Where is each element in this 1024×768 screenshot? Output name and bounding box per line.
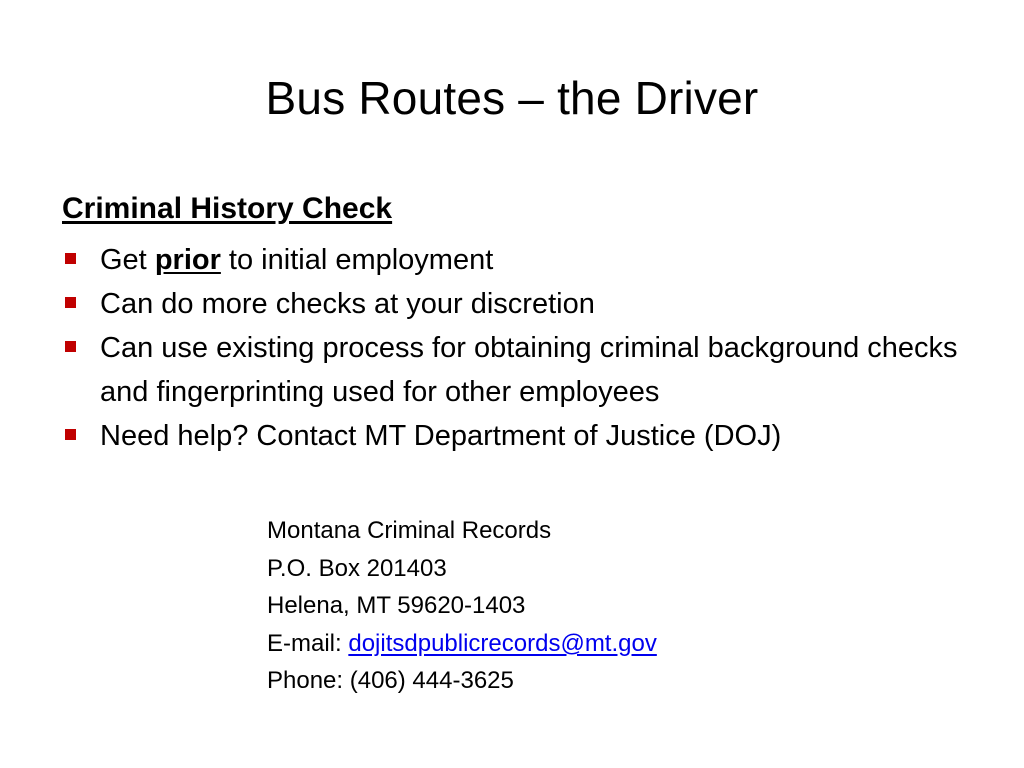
- email-link[interactable]: dojitsdpublicrecords@mt.gov: [348, 629, 657, 657]
- square-bullet-icon: [65, 429, 76, 440]
- bullet-item-existing-process: [62, 326, 962, 414]
- square-bullet-icon: [65, 253, 76, 264]
- bullet-item-need-help: [62, 414, 962, 458]
- contact-city-state-zip: Helena, MT 59620-1403: [267, 592, 526, 619]
- contact-organization: Montana Criminal Records: [267, 517, 552, 544]
- square-bullet-icon: [65, 341, 76, 352]
- bullet-item-prior-check: [62, 238, 962, 282]
- slide-title: Bus Routes – the Driver: [265, 72, 759, 124]
- contact-block: [267, 512, 657, 700]
- bullet-text-prefix: Get: [100, 244, 155, 276]
- bullet-item-more-checks: [62, 282, 962, 326]
- contact-po-box: P.O. Box 201403: [267, 554, 447, 582]
- bullet-list: [62, 238, 962, 458]
- square-bullet-icon: [65, 297, 76, 308]
- section-heading: Criminal History Check: [62, 192, 393, 225]
- bullet-text-suffix: to initial employment: [220, 244, 494, 276]
- bullet-text: Need help? Contact MT Department of Justice (DOJ): [100, 420, 782, 452]
- contact-email-line: [267, 625, 657, 663]
- bullet-text: Can use existing process for obtaining criminal background checks and fingerprinting used for other employees: [100, 332, 958, 408]
- contact-phone: Phone: (406) 444-3625: [267, 667, 514, 694]
- email-label: E-mail:: [267, 629, 349, 657]
- bullet-emphasis: prior: [154, 244, 221, 276]
- bullet-text: Can do more checks at your discretion: [100, 288, 595, 320]
